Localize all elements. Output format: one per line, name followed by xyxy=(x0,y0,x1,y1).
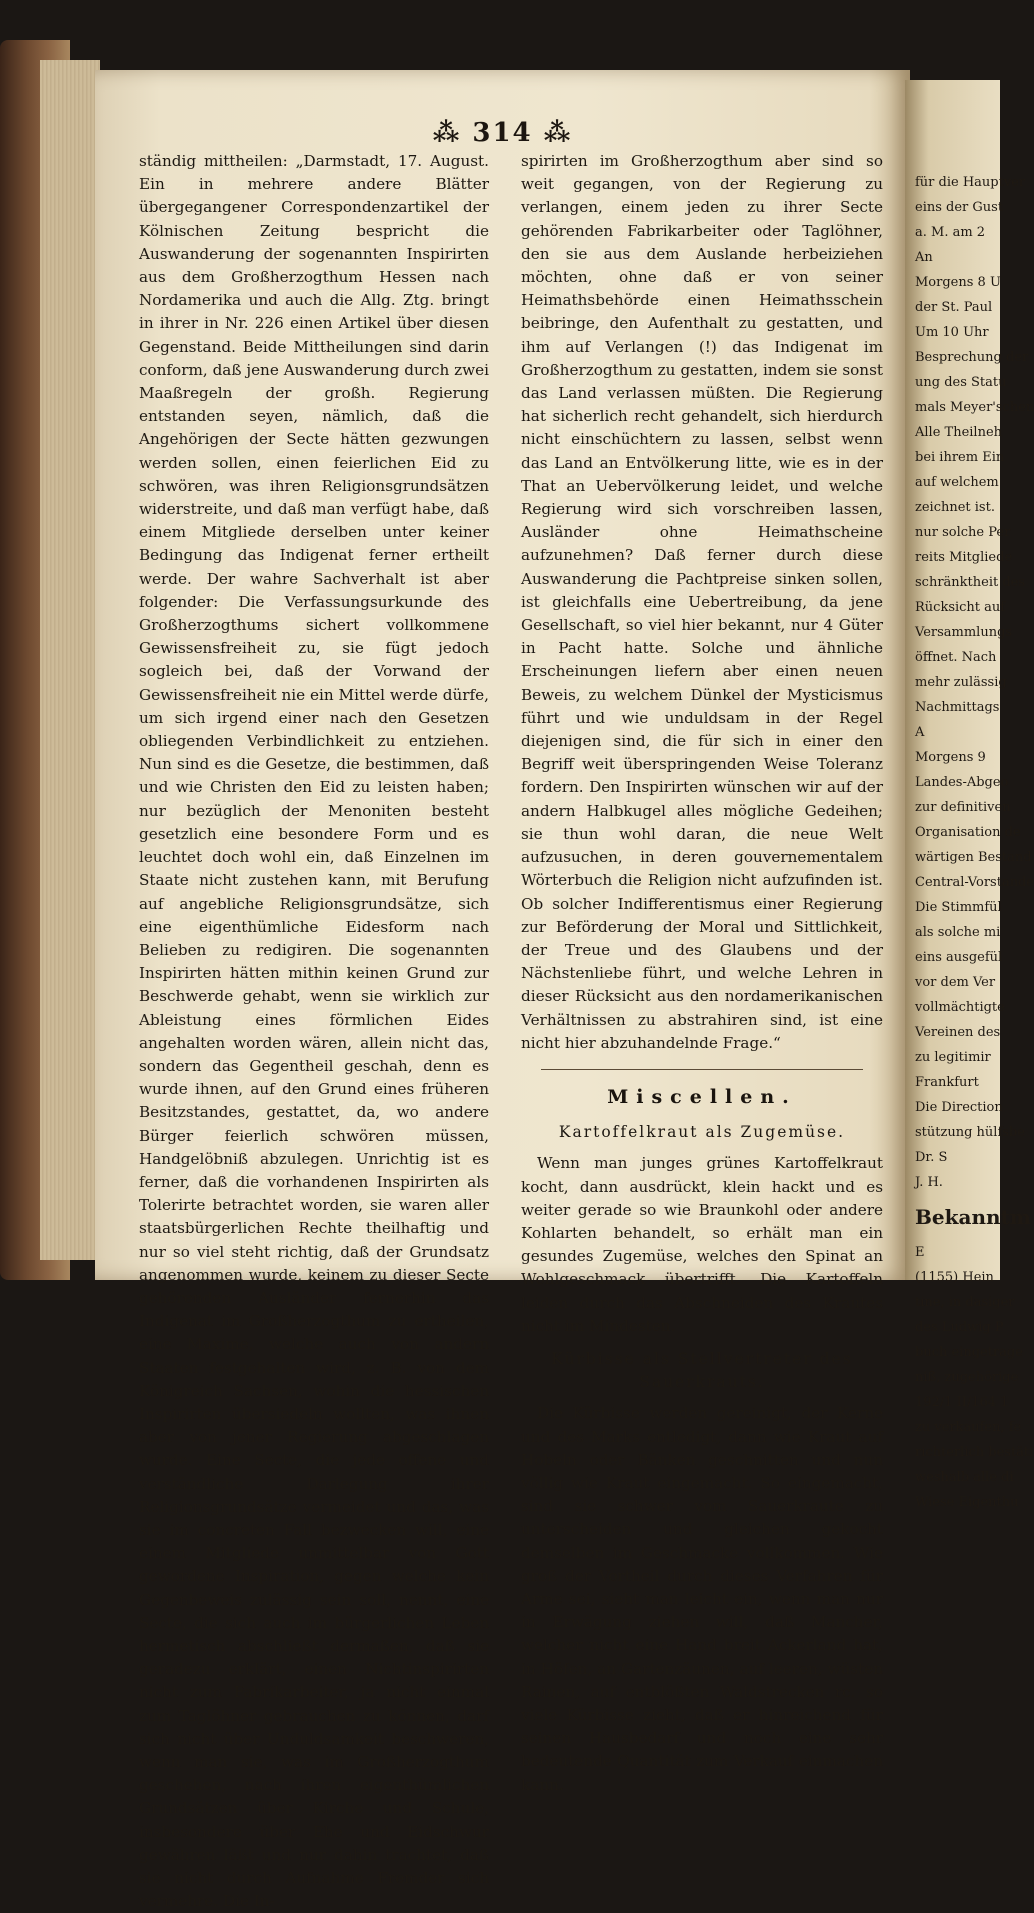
facing-page-text xyxy=(915,170,1034,1515)
left-page xyxy=(95,70,910,1911)
facing-page-line: Versammlungs xyxy=(915,625,1013,640)
facing-page-line: Frankfurt xyxy=(915,1075,979,1090)
facing-page-line: Dr. S xyxy=(915,1150,948,1165)
facing-page-line: zu legitimir xyxy=(915,1050,991,1065)
facing-page-line: bei ihrem Ein xyxy=(915,450,1005,465)
page-number xyxy=(95,118,910,148)
article-title-pumpkin: Kürbisse als Stellvertreter des Sauerkrauts. xyxy=(551,1349,853,1392)
facing-page-line: für die Hauptver xyxy=(915,175,1026,190)
facing-page-line: Alle Theilneh xyxy=(915,425,1003,440)
facing-page-line: An xyxy=(915,250,933,265)
facing-page-line: Central-Vorstande xyxy=(915,875,1034,890)
facing-page-line: mals Meyer'schen xyxy=(915,400,1034,415)
facing-page-line: als solche mi xyxy=(915,925,1001,940)
facing-page-line: wärtigen Bestand xyxy=(915,850,1032,865)
facing-page-line: J. H. xyxy=(915,1175,943,1190)
facing-page-line: 192/1 II/164 1 xyxy=(915,1395,1009,1410)
facing-page-line: tine, in dasiger xyxy=(915,1295,1015,1310)
facing-page-line: stützung hülfsbe xyxy=(915,1125,1025,1140)
facing-page-line: mehr zulässig xyxy=(915,675,1007,690)
facing-page-line: Morgens 8 U xyxy=(915,275,1001,290)
facing-page-line: schränktheit des xyxy=(915,575,1026,590)
facing-page-line: zeichnet ist. xyxy=(915,500,995,515)
facing-page-line: eins ausgefül xyxy=(915,950,1003,965)
facing-page-line: öffnet. Nach xyxy=(915,650,997,665)
ornament-left: ⁂ xyxy=(432,118,473,148)
facing-page-line: nur solche Per xyxy=(915,525,1011,540)
facing-page-line: Organisation de xyxy=(915,825,1021,840)
facing-page xyxy=(905,80,1034,1510)
facing-page-line: Wiese Eigenthu xyxy=(915,1495,1019,1510)
facing-page-line: zu verkaufen, fe xyxy=(915,1420,1022,1435)
facing-page-line: Morgens 9 xyxy=(915,750,986,765)
facing-page-line: Nachmittags xyxy=(915,700,1000,715)
facing-page-line: vollmächtigte xyxy=(915,1000,1005,1015)
facing-page-line: reits Mitgliede xyxy=(915,550,1013,565)
facing-page-line: zur definitiven xyxy=(915,800,1011,815)
article-title-potato: Kartoffelkraut als Zugemüse. xyxy=(558,1123,846,1142)
page-number-value: 314 xyxy=(472,118,533,148)
facing-page-line: eins der Gust xyxy=(915,200,1004,215)
facing-page-line: vor dem Ver xyxy=(915,975,996,990)
facing-page-line: Besprechung der xyxy=(915,350,1029,365)
facing-page-line: weshalb alle di xyxy=(915,1470,1014,1485)
facing-page-line: der St. Paul xyxy=(915,300,993,315)
facing-page-line: Bekanntm xyxy=(915,1205,1031,1229)
facing-page-line: Landes-Abgeo xyxy=(915,775,1009,790)
right-column-continuation: spirirten im Großherzogthum aber sind so weit gegangen, von der Regierung zu verlangen, einem jeden zu ihrer Secte gehörenden Fabrikarbeiter oder Taglöhner, den sie aus dem Auslande herbeiziehen möchten, ohne daß er von seiner Heimathsbehörde einen Heimathsschein beibringe, den Aufenthalt zu gestatten, und ihm auf Verlangen (!) das Indigenat im Großherzogthum zu gestatten, indem sie sonst das Land verlassen müßten. Die Regierung hat sicherlich recht gehandelt, sich hierdurch nicht einschüchtern zu lassen, selbst wenn das Land an Entvölkerung litte, wie es in der That an Uebervölkerung leidet, und welche Regierung wird sich vorschreiben lassen, Ausländer ohne Heimathscheine aufzunehmen? Daß ferner durch diese Auswanderung die Pachtpreise sinken sollen, ist gleichfalls eine Uebertreibung, da jene Gesellschaft, so viel hier bekannt, nur 4 Güter in Pacht hatte. Solche und ähnliche Erscheinungen liefern aber einen neuen Beweis, zu welchem Dünkel der Mysticismus führt und wie unduldsam in der Regel diejenigen sind, die für sich in einer den Begriff weit überspringenden Weise Toleranz fordern. Den Inspirirten wünschen wir auf der andern Halbkugel alles mögliche Gedeihen; sie thun wohl daran, die neue Welt aufzusuchen, in deren gouvernementalem Wörterbuch die Religion nicht aufzufinden ist. Ob solcher Indifferentismus einer Regierung zur Beförderung der Moral und Sittlichkeit, der Treue und des Glaubens und der Nächstenliebe führt, und welche Lehren in dieser Rücksicht aus den nordamerikanischen Verhältnissen zu abstrahiren sind, ist eine nicht hier abzuhandelnde Frage.“ xyxy=(521,152,883,1052)
facing-page-line: Die Stimmfül xyxy=(915,900,1002,915)
facing-page-line: Die Direction xyxy=(915,1100,1003,1115)
facing-page-line: Um 10 Uhr xyxy=(915,325,989,340)
facing-page-line: auf welchem xyxy=(915,475,999,490)
facing-page-line: a. M. am 2 xyxy=(915,225,986,240)
facing-page-line: E xyxy=(915,1245,925,1260)
article-text-pumpkin: Die Kürbisse werden gereinigt, der Kerne und des Marks entledigt, dann wie Kraut auf Hobeln oder Bänken geschnitten und nun völlig wie Kraut eingemacht. So eingemacht, sind sie schwer vom Sauerkraute zu unterscheiden und gleichen gekocht demselben im Geschmacke vollkommen. Wie groß der Vortheil durch dieses Verfahren für Arme sei, sieht man leicht ein, wenn man nur in Erwägung ziehen will, daß Mancher, welcher nicht eine Hand breit Ackerland hat, in Höfen, an Gartenzäunen, auf leeren, wüsten Rainen, auf entblößten Waldstrecken rc. so viele Kürbisse zieht, daß er hinreichend für seinen Hausbedarf und noch eine sehr bedeutende Quantität zum Verkauf einmachen kann. xyxy=(521,1404,883,1794)
facing-page-line: niß, zugehörige xyxy=(915,1370,1019,1385)
left-column-text: ständig mittheilen: „Darmstadt, 17. August. Ein in mehrere andere Blätter übergegangener Correspondenzartikel der Kölnischen Zeitung bespricht die Auswanderung der sogenannten Inspirirten aus dem Großherzogthum Hessen nach Nordamerika und auch die Allg. Ztg. bringt in ihrer in Nr. 226 einen Artikel über diesen Gegenstand. Beide Mittheilungen sind darin conform, daß jene Auswanderung durch zwei Maaßregeln der großh. Regierung entstanden seyen, nämlich, daß die Angehörigen der Secte hätten gezwungen werden sollen, einen feierlichen Eid zu schwören, was ihren Religionsgrundsätzen widerstreite, und daß man verfügt habe, daß einem Mitgliede derselben unter keiner Bedingung das Indigenat ferner ertheilt werde. Der wahre Sachverhalt ist aber folgender: Die Verfassungsurkunde des Großherzogthums sichert vollkommene Gewissensfreiheit zu, sie fügt jedoch sogleich bei, daß der Vorwand der Gewissensfreiheit nie ein Mittel werde dürfe, um sich irgend einer nach den Gesetzen obliegenden Verbindlichkeit zu entziehen. Nun sind es die Gesetze, die bestimmen, daß und wie Christen den Eid zu leisten haben; nur bezüglich der Menoniten besteht gesetzlich eine besondere Form und es leuchtet doch wohl ein, daß Einzelnen im Staate nicht zustehen kann, mit Berufung auf angebliche Religionsgrundsätze, sich eine eigenthümliche Eidesform nach Belieben zu redigiren. Die sogenannten Inspirirten hätten mithin keinen Grund zur Beschwerde gehabt, wenn sie wirklich zur Ableistung eines förmlichen Eides angehalten worden wären, allein nicht das, sondern das Gegentheil geschah, denn es wurde ihnen, auf den Grund eines früheren Besitzstandes, gestattet, da, wo andere Bürger feierlich schwören müssen, Handgelöbniß abzulegen. Unrichtig ist es ferner, daß die vorhandenen Inspirirten als Tolerirte betrachtet worden, sie waren aller staatsbürgerlichen Rechte theilhaftig und nur so viel steht richtig, daß der Grundsatz angenommen wurde, keinem zu dieser Secte gehörenden Ausländer fernerhin das Indigenat im Großherzogthum zu ertheilen, eine Maxime, welche auch von andern Staaten festgehalten wird, z. B. von dem Königreich Sachsen, wohin die hessischen Inspirirten übersiedeln wollten, was ihnen aber von jener Regierung abgeschlagen wurde. Eine Secte, die jede offene und verständliche Darlegung ihrer Religionsgrundsätze vermeidet und das, was sie im concreten Fall bezwecken will, eine einem Mitgliede unmittelbar von Gott gewordene Inspiration, gegen welche kein Gegenbeweis zulässig sein soll, nennt, eine Secte, die sich auch im bürgerlichen Leben hermetisch abschließt dermaßen, daß sie geradezu erklärt, einen Nichtinspirirten nicht zum Fabrikarbeiter, ja nicht einmal zum Taglöhner gebrauchen zu können, darf sich nicht über Unduldsamkeit beschweren, wenn man sie, was im Großherzogthum geschehen, nach ihren eigenthümlichen Grundsätzen über Kirche und Schule, insbesondere über Ehe und Eidschwur gewähren läßt und nur dahin trachtet, daß sie nicht durch Aufnahme Fremder sich vermehre. Die In- xyxy=(139,152,489,1911)
facing-page-line: Vereinen des xyxy=(915,1025,1001,1040)
facing-page-line: des Ludwig P xyxy=(915,1320,1004,1335)
right-column xyxy=(521,150,883,1797)
facing-page-line: Rücksicht auf xyxy=(915,600,1006,615)
article-text-potato: Wenn man junges grünes Kartoffelkraut kocht, dann ausdrückt, klein hackt und es weiter gerade so wie Braunkohl oder andere Kohlarten behandelt, so erhält man ein gesundes Zugemüse, welches den Spinat an Wohlgeschmack übertrifft. Die Kartoffeln leiden durch das Abschneiden des Krautes nicht im Mindesten. xyxy=(521,1154,883,1335)
facing-page-line: richterlich bestäti xyxy=(915,1445,1034,1460)
section-heading: Miscellen. xyxy=(607,1085,797,1108)
section-divider xyxy=(541,1069,863,1070)
facing-page-line: A xyxy=(915,725,925,740)
page-edges xyxy=(40,60,100,1260)
left-column xyxy=(139,150,489,1913)
facing-page-line: buch eingetrage xyxy=(915,1345,1023,1360)
facing-page-line: ung des Statu xyxy=(915,375,1007,390)
ornament-right: ⁂ xyxy=(532,118,573,148)
facing-page-line: (1155) Hein xyxy=(915,1270,994,1285)
